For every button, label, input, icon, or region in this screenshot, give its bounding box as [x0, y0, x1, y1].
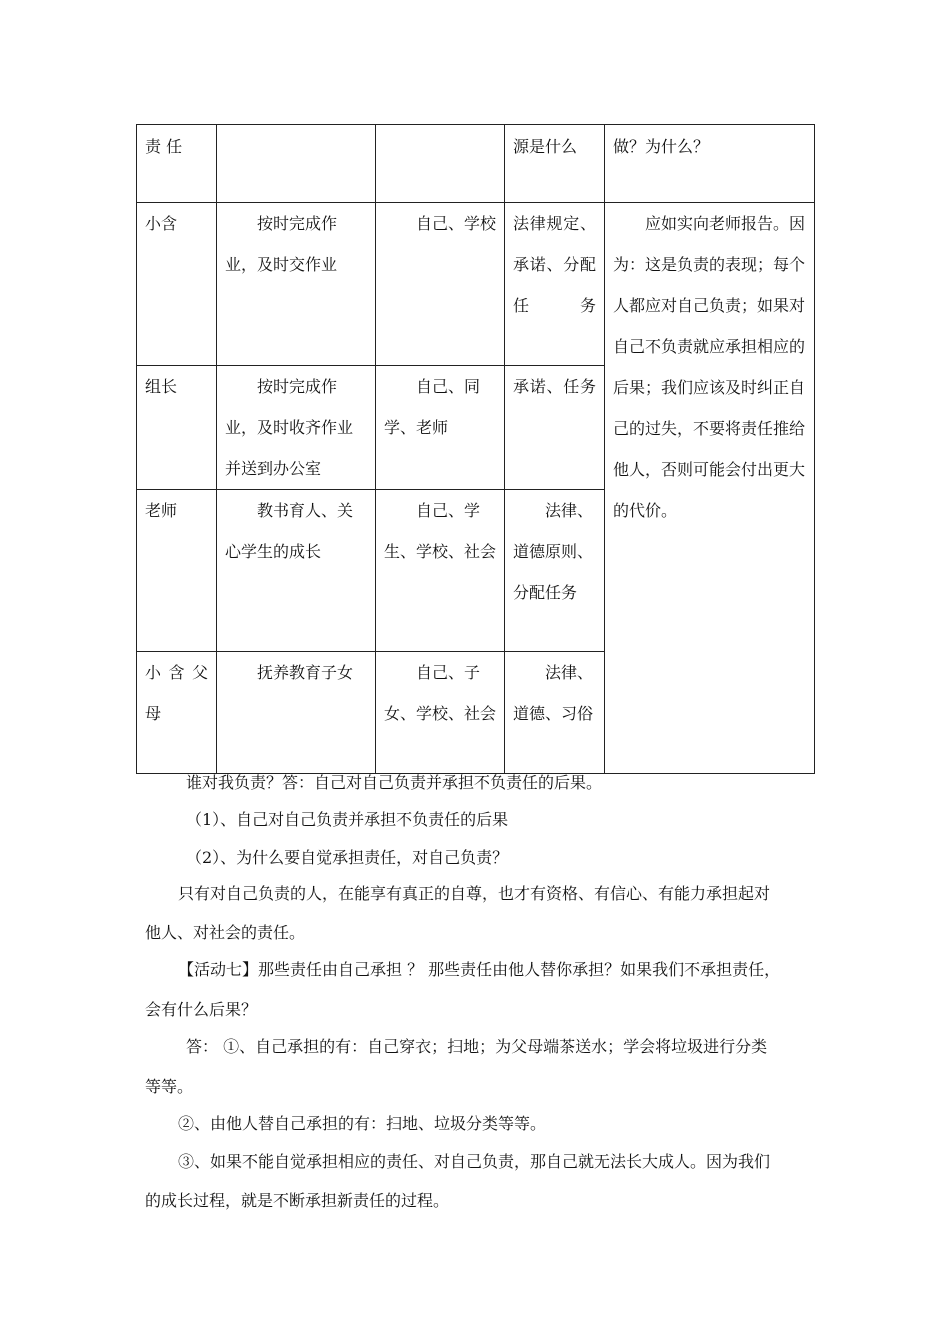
paragraph-self-respect-line1: 只有对自己负责的人，在能享有真正的自尊，也才有资格、有信心、有能力承担起对	[178, 884, 771, 903]
answer-1-line2: 等等。	[145, 1077, 194, 1096]
header-cell-duty	[217, 125, 376, 203]
answer-2: ②、由他人替自己承担的有：扫地、垃圾分类等等。	[178, 1114, 547, 1133]
row-name: 小含父母	[137, 652, 217, 774]
answer-cell: 应如实向老师报告。因为：这是负责的表现；每个人都应对自己负责；如果对自己不负责就应承担相应的后果；我们应该及时纠正自己的过失，不要将责任推给他人，否则可能会付出更大的代价。	[605, 203, 815, 774]
answer-3-line1: ③、如果不能自觉承担相应的责任、对自己负责，那自己就无法长大成人。因为我们	[178, 1152, 771, 1171]
row-name: 组长	[137, 366, 217, 490]
header-cell-responsibility: 责 任	[137, 125, 217, 203]
header-cell-question: 做？为什么？	[605, 125, 815, 203]
activity-seven-line2: 会有什么后果？	[145, 1000, 258, 1019]
activity-seven-line1: 【活动七】那些责任由自己承担 ？ 那些责任由他人替你承担？如果我们不承担责任，	[178, 960, 781, 979]
row-target: 自己、同学、老师	[376, 366, 505, 490]
row-duty: 教书育人、关心学生的成长	[217, 490, 376, 652]
row-target: 自己、子女、学校、社会	[376, 652, 505, 774]
answer-1-line1: 答： ①、自己承担的有：自己穿衣；扫地；为父母端茶送水；学会将垃圾进行分类	[186, 1037, 768, 1056]
row-target: 自己、学生、学校、社会	[376, 490, 505, 652]
table-row	[137, 203, 815, 366]
row-source: 法律、道德原则、分配任务	[505, 490, 605, 652]
responsibility-table	[136, 124, 815, 774]
row-name: 小含	[137, 203, 217, 366]
row-target: 自己、学校	[376, 203, 505, 366]
row-duty: 按时完成作业，及时交作业	[217, 203, 376, 366]
row-source: 承诺、任务	[505, 366, 605, 490]
row-duty: 抚养教育子女	[217, 652, 376, 774]
row-name: 老师	[137, 490, 217, 652]
header-cell-target	[376, 125, 505, 203]
table-header-row	[137, 125, 815, 203]
list-item-2: （2）、为什么要自觉承担责任，对自己负责？	[186, 848, 509, 867]
question-who-responsible: 谁对我负责？答：自己对自己负责并承担不负责任的后果。	[186, 773, 603, 792]
paragraph-self-respect-line2: 他人、对社会的责任。	[145, 923, 306, 942]
answer-3-line2: 的成长过程，就是不断承担新责任的过程。	[145, 1191, 450, 1210]
row-duty: 按时完成作业，及时收齐作业并送到办公室	[217, 366, 376, 490]
list-item-1: （1）、自己对自己负责并承担不负责任的后果	[186, 810, 509, 829]
row-source: 法律规定、承诺、分配任务	[505, 203, 605, 366]
header-cell-source: 源是什么	[505, 125, 605, 203]
row-source: 法律、道德、习俗	[505, 652, 605, 774]
